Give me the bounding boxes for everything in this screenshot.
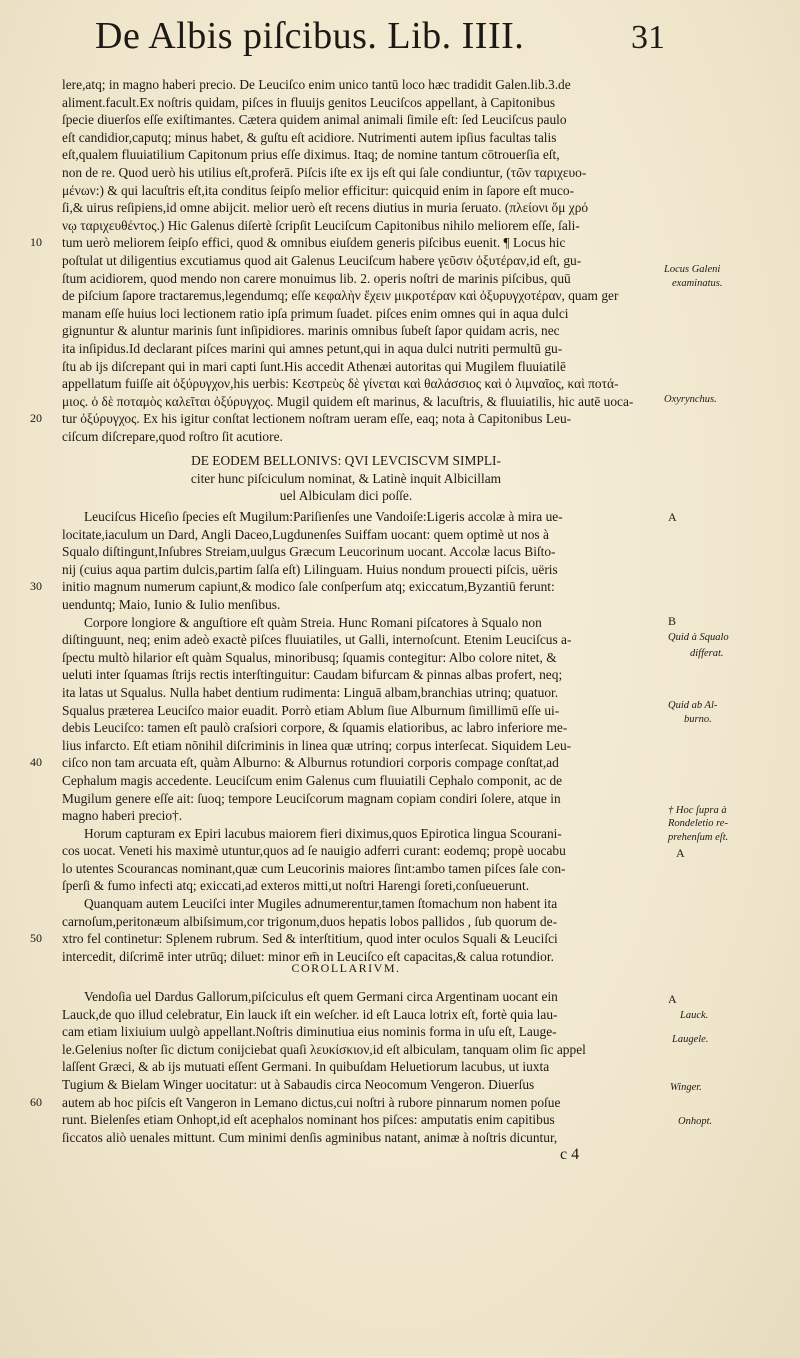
text-line: [30, 252, 662, 270]
line-text: laſſent Græci, & ab ijs mutuati eſſent Germani. In quibuſdam Heluetiorum lacubus, ut iuxta: [62, 1059, 550, 1075]
margin-gloss: Onhopt.: [678, 1116, 713, 1127]
margin-gloss: Quid ab Al-: [668, 700, 718, 711]
line-text: gignuntur & aluntur marinis ſunt inſipidiores. marinis omnibus ſubeſt ſapor quidam acris, nec: [62, 323, 560, 339]
margin-gloss: examinatus.: [672, 278, 723, 289]
text-line: [30, 164, 662, 182]
line-text: debis Leuciſco: tamen eſt paulò craſsiori corpore, & ſquamis elatioribus, ac labro inferiore me-: [62, 720, 568, 736]
text-line: [30, 895, 662, 913]
margin-letter: A: [668, 510, 677, 524]
page-header: [95, 14, 665, 58]
line-text: Lauck,de quo illud celebratur, Ein lauck iſt ein weſcher. id eſt Lauca lotrix eſt, fortè quia lau-: [62, 1006, 558, 1022]
text-line: [30, 702, 662, 720]
line-number: 30: [30, 579, 42, 594]
line-text: ſi,& uirus reſipiens,id omne abijcit. melior uerò eſt recens diutius in muria ſeruato. (πλείονι ὅμ χρό: [62, 200, 589, 216]
line-number: 50: [30, 931, 42, 946]
line-text: initio magnum numerum capiunt,& modico ſale conſperſum atq; exiccatum,Byzantiū ferunt:: [62, 579, 555, 595]
line-number: 20: [30, 411, 42, 426]
line-text: cos uocat. Veneti his maximè utuntur,quos ad ſe nauigio adferri curant: eodemq; propè uocabu: [62, 843, 566, 859]
section-heading-bellonius: [30, 452, 662, 505]
text-line: [30, 649, 662, 667]
line-number: 40: [30, 755, 42, 770]
line-text: de piſcium ſapore tractaremus,legendumq; eſſe κεφαλὴν ἔχειν μικροτέραν καὶ ὀξυρυγχοτέραν, quam ger: [62, 288, 619, 304]
text-line: [30, 270, 662, 288]
line-text: xtro fel continetur: Splenem rubrum. Sed & interſtitium, quod inter oculos Squali & Leuciſci: [62, 931, 558, 947]
line-text: Mugilum genere eſſe ait: ſuoq; tempore Leuciſcorum magnam copiam condiri ſolere, atque in: [62, 790, 561, 806]
line-text: ſpectu multò hilarior eſt quàm Squalus, minoribusq; ſquamis contegitur: Albo colore nitet, &: [62, 649, 557, 665]
line-text: DE EODEM BELLONIVS: QVI LEVCISCVM SIMPLI-: [191, 453, 501, 468]
margin-letter: B: [668, 614, 677, 628]
line-text: locitate,iaculum un Dard, Angli Daceo,Lugdunenſes Suiffam uocant: quem optimè ut nos à: [62, 526, 549, 542]
line-text: ciſco non tam arcuata eſt, quàm Alburno: & Alburnus rotundiori corporis compage conſtat,ad: [62, 755, 559, 771]
section-heading-corollarium: [30, 960, 662, 978]
text-line: [30, 470, 662, 488]
line-text: ita latas ut Squalus. Nulla habet dentium rudimenta: Linguā albam,branchias utrinq; quatuor.: [62, 684, 559, 700]
line-text: autem ab hoc piſcis eſt Vangeron in Lemano dictus,cui noſtri à rubore pinnarum nomen poſue: [62, 1094, 561, 1110]
line-text: ſpecie diuerſos eſſe exiſtimantes. Cætera quidem animal animali ſimile eſt: ſed Leuciſcus paulo: [62, 112, 567, 128]
line-text: citer hunc piſciculum nominat, & Latinè inquit Albicillam: [190, 470, 502, 486]
margin-gloss: differat.: [690, 648, 724, 659]
line-text: lere,atq; in magno haberi precio. De Leuciſco enim unico tantū loco hæc tradidit Galen.lib.3.de: [62, 77, 571, 92]
margin-gloss: Oxyrynchus.: [664, 394, 717, 405]
text-line: [30, 596, 662, 614]
text-line: [30, 487, 662, 505]
text-line: [30, 1094, 662, 1112]
line-text: aliment.facult.Ex noſtris quidam, piſces in fluuijs genitos Leuciſcos appellant, à Capitonibus: [62, 94, 556, 110]
text-line: [30, 877, 662, 895]
text-line: [30, 825, 662, 843]
line-text: uel Albiculam dici poſſe.: [279, 488, 413, 504]
text-line: [30, 913, 662, 931]
text-line: [30, 543, 662, 561]
line-text: cam etiam lixiuium uulgò appellant.Noſtris diminutiua eius nominis forma in uſu eſt, Lauge-: [62, 1024, 557, 1040]
line-text: le.Gelenius noſter ſic dictum conijciebat quaſi λευκίσκιον,id eſt albiculam, tanquam olim ſic appel: [62, 1041, 586, 1057]
text-line: [30, 772, 662, 790]
line-text: ſiccatos aliò uenales mittunt. Cum minimi denſis agminibus natant, animæ à noſtris dicuntur,: [62, 1129, 558, 1145]
line-text: ciſcum diſcrepare,quod roſtro ſit acutiore.: [62, 428, 283, 444]
text-line: [30, 199, 662, 217]
text-line: [30, 930, 662, 948]
line-text: carnoſum,peritonæum albiſsimum,cor trigonum,duos hepatis lobos pallidos , ſub quorum de-: [62, 913, 558, 929]
text-line: [30, 129, 662, 147]
text-line: [30, 719, 662, 737]
text-line: [30, 305, 662, 323]
text-block-corollarium: [30, 988, 662, 1146]
text-line: [30, 76, 662, 94]
text-line: [30, 578, 662, 596]
line-text: Cephalum magis accedente. Leuciſcum enim Galenus cum fluuiatili Cephalo componit, ac de: [62, 772, 563, 788]
text-line: [30, 358, 662, 376]
text-line: [30, 1058, 662, 1076]
text-line: [30, 666, 662, 684]
line-text: Squalus præterea Leuciſco maior euadit. Porrò etiam Ablum ſiue Alburnum ſimillimū eſſe ui-: [62, 702, 560, 718]
text-line: [30, 684, 662, 702]
text-line: [30, 790, 662, 808]
text-line: [30, 614, 662, 632]
text-line: [30, 526, 662, 544]
line-text: lius infarcto. Eſt etiam nōnihil diſcriminis in linea quæ utrinq; corpus interſecat. Siquidem Leu-: [62, 737, 572, 753]
margin-gloss: Locus Galeni: [664, 264, 721, 275]
line-text: uenduntq; Maio, Iunio & Iulio menſibus.: [62, 596, 281, 612]
line-text: magno haberi precio†.: [62, 808, 183, 824]
line-text: Corpore longiore & anguſtiore eſt quàm Streia. Hunc Romani piſcatores à Squalo non: [84, 614, 542, 630]
line-text: eſt,qualem fluuiatilium Capitonum prius eſſe diximus. Itaq; de nomine tantum cōtrouerſia eſt,: [62, 147, 560, 163]
text-line: [30, 860, 662, 878]
text-line: [30, 1006, 662, 1024]
text-line: [30, 508, 662, 526]
line-text: μένων:) & qui lacuſtris eſt,ita conditus ſeipſo melior efficitur: quicquid enim in ſapore eſt muco-: [62, 182, 575, 198]
text-line: [30, 94, 662, 112]
text-line: [30, 393, 662, 411]
line-text: ſtu ab ijs diſcrepant qui in mari capti ſunt.His accedit Athenæi autoritas qui Mugilem fluuiatilē: [62, 358, 566, 374]
line-number: 10: [30, 235, 42, 250]
heading-corollarium: COROLLARIVM.: [291, 961, 401, 975]
line-text: Horum capturam ex Epiri lacubus maiorem fieri diximus,quos Epirotica lingua Scourani-: [84, 825, 562, 841]
text-line: [30, 428, 662, 446]
margin-gloss: Laugele.: [672, 1034, 709, 1045]
text-line: [30, 842, 662, 860]
line-number: 60: [30, 1094, 42, 1109]
text-line: [30, 561, 662, 579]
text-line: [30, 1041, 662, 1059]
margin-gloss: burno.: [684, 714, 712, 725]
text-line: [30, 737, 662, 755]
running-title: De Albis piſcibus. Lib. IIII.: [95, 15, 525, 57]
line-text: ſtum acidiorem, quod mendo non carere monuimus lib. 2. operis noſtri de marinis piſcibus, quū: [62, 270, 571, 286]
signature-mark: c 4: [560, 1146, 580, 1163]
line-text: intercedit, diſcrimē inter utrūq; diluet: minor em̄ in Leuciſco eſt capacitas,& calua rotundior.: [62, 948, 554, 964]
text-line: [30, 1076, 662, 1094]
margin-letter: A: [676, 846, 685, 860]
folio-number: 31: [631, 19, 665, 56]
line-text: ueluti inter ſquamas ſtrijs rectis interſtinguitur: Caudam bifurcam & pinnas albas profert, neq;: [62, 667, 563, 683]
line-text: poſtulat ut diligentius excutiamus quod ait Galenus Leuciſcum habere γεῦσιν ὀξυτέραν,id eſt, gu-: [62, 252, 582, 268]
text-line: [30, 452, 662, 470]
line-text: nij (cuius aqua partim dulcis,partim ſalſa eſt) Lilinguam. Huius nondum prouecti piſcis, uëris: [62, 561, 558, 577]
line-text: νῳ ταριχευθέντος.) Hic Galenus diſertè ſcripſit Leuciſcum Capitonibus nihilo meliorem eſſe, ſali-: [62, 217, 580, 233]
margin-gloss: Rondeletio re-: [668, 818, 728, 829]
line-text: tur ὀξύρυγχος. Ex his igitur conſtat lectionem noſtram ueram eſſe, eaq; nota à Capitonibus Leu-: [62, 411, 572, 427]
line-text: Tugium & Bielam Winger uocitatur: ut à Sabaudis circa Neocomum Vengeron. Diuerſus: [62, 1076, 535, 1092]
line-text: Vendoſia uel Dardus Gallorum,piſciculus eſt quem Germani circa Argentinam uocant ein: [84, 989, 558, 1004]
margin-gloss: Lauck.: [680, 1010, 709, 1021]
line-text: non de re. Quod uerò his utilius eſt,proferā. Piſcis iſte ex ijs eſt qui ſale condiuntur, (τῶν ταριχευο-: [62, 164, 587, 180]
line-text: appellatum fuiſſe ait ὀξύρυγχον,his uerbis: Κεστρεὺς δὲ γίνεται καὶ θαλάσσιος καὶ ὁ λιμναῖος, καὶ ποτά-: [62, 376, 619, 392]
margin-letter: A: [668, 992, 677, 1006]
text-line: [30, 631, 662, 649]
line-text: ſperſi & fumo infecti atq; exiccati,ad exteros mitti,ut noſtri Harengi ſoreti,conſueuerunt.: [62, 878, 530, 894]
text-block-galenus: [30, 76, 662, 445]
text-block-bellonius: [30, 508, 662, 965]
line-text: Squalo diſtingunt,Inſubres Streiam,uulgus Græcum Leucorinum uocant. Accolæ lacus Biſto-: [62, 544, 556, 560]
text-line: [30, 1111, 662, 1129]
margin-gloss: † Hoc ſupra à: [668, 805, 727, 816]
line-text: runt. Bielenſes etiam Onhopt,id eſt acephalos nominant hos piſces: amputatis enim capitibus: [62, 1112, 555, 1128]
line-text: ita inſipidus.Id declarant piſces marini qui amnes petunt,qui in aqua dulci nutriti permultū gu-: [62, 340, 563, 356]
line-text: μιος. ὁ δὲ ποταμὸς καλεῖται ὀξύρυγχος. Mugil quidem eſt marinus, & lacuſtris, & fluuiatilis, hic autē uoca-: [62, 393, 634, 409]
text-line: [30, 234, 662, 252]
text-line: [30, 287, 662, 305]
line-text: eſt candidior,caputq; minus habet, & guſtu eſt acidiore. Nutrimenti autem ipſius facultas talis: [62, 129, 557, 145]
margin-gloss: prehenſum eſt.: [668, 832, 729, 843]
text-line: [30, 182, 662, 200]
line-text: tum uerò meliorem ſeipſo effici, quod & omnibus eiuſdem generis piſcibus euenit. ¶ Locus hic: [62, 235, 566, 251]
text-line: [30, 1023, 662, 1041]
line-text: Leuciſcus Hiceſio ſpecies eſt Mugilum:Pariſienſes une Vandoiſe:Ligeris accolæ à mira ue-: [84, 509, 563, 524]
margin-gloss: Quid à Squalo: [668, 632, 729, 643]
text-line: [30, 217, 662, 235]
text-line: [30, 340, 662, 358]
text-line: [30, 988, 662, 1006]
margin-gloss: Winger.: [670, 1082, 702, 1093]
line-text: manam eſſe huius loci lectionem ratio ipſa primum ſuadet. piſces enim omnes qui in aqua dulci: [62, 305, 569, 321]
text-line: [30, 322, 662, 340]
line-text: diſtinguunt, neq; enim adeò exactè piſces fluuiatiles, ut Galli, internoſcunt. Etenim Leuciſcus a-: [62, 632, 572, 648]
text-line: [30, 146, 662, 164]
line-text: lo utentes Scourancas nominant,quæ cum Leucorinis maiores ſint:ambo tamen piſces ſale con-: [62, 860, 566, 876]
text-line: [30, 410, 662, 428]
text-line: [30, 807, 662, 825]
text-line: [30, 1129, 662, 1147]
line-text: Quanquam autem Leuciſci inter Mugiles adnumerentur,tamen ſtomachum non habent ita: [84, 896, 558, 912]
text-line: [30, 375, 662, 393]
text-line: [30, 754, 662, 772]
text-line: [30, 111, 662, 129]
